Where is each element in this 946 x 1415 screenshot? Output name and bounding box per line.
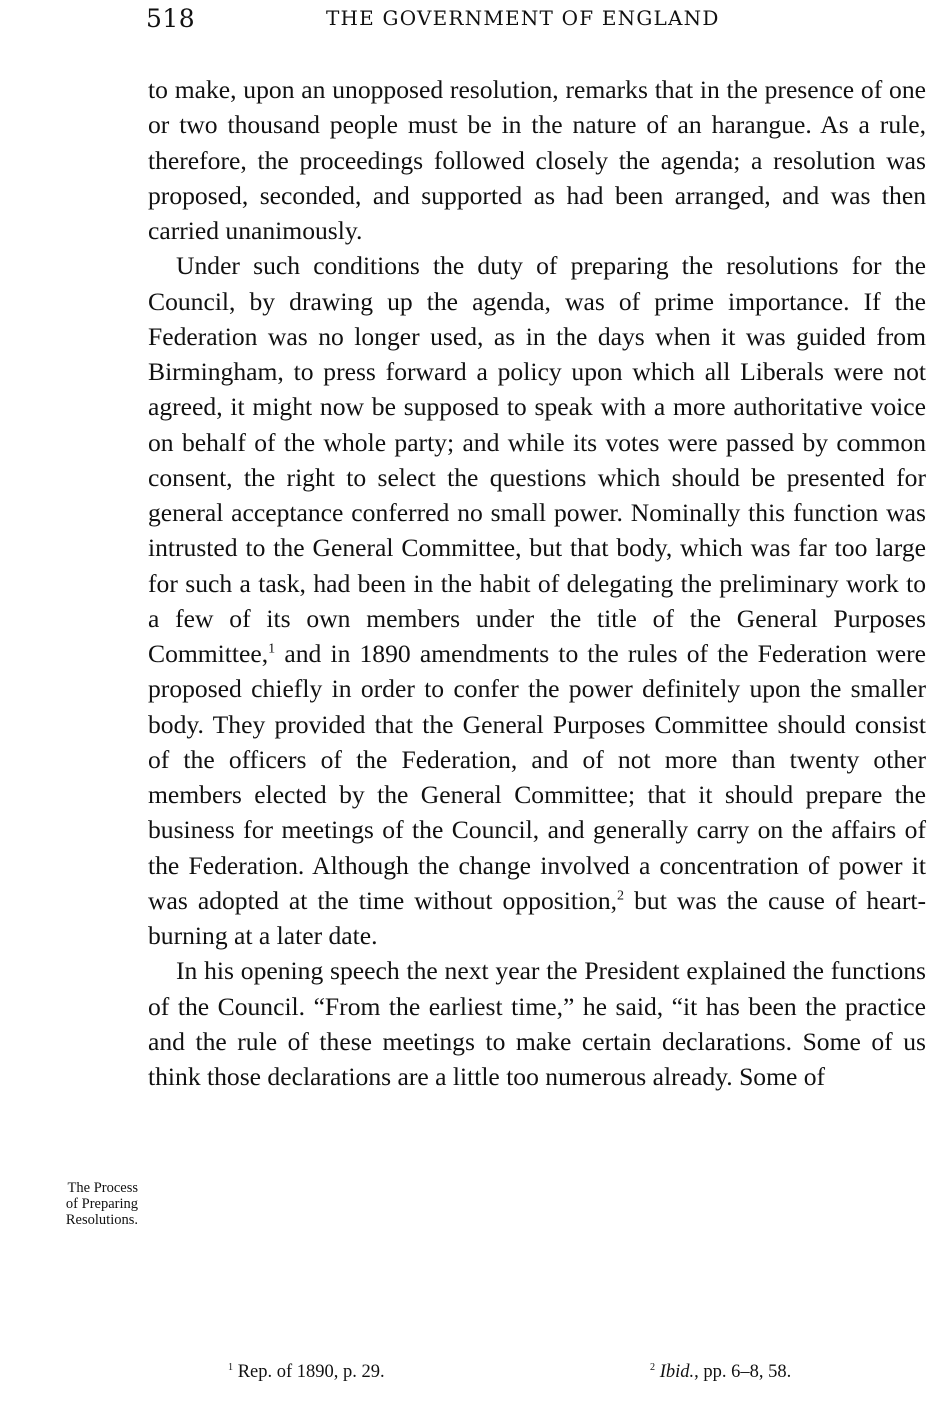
- margin-note-line: of Preparing: [65, 1196, 138, 1212]
- footnote-text: Rep. of 1890, p. 29.: [233, 1362, 385, 1382]
- margin-note-line: The Process: [67, 1180, 138, 1196]
- paragraph: In his opening speech the next year the President explained the functions of the Council. “From the earliest time,” he said, “it has been the practice and the rule of these meetings to make certain declarations. Some of us think those declarations are a little too numerous already. Some of: [148, 956, 926, 1091]
- footnote-2: [650, 1362, 791, 1383]
- page-number: 518: [146, 4, 196, 33]
- paragraph-text: Under such conditions the duty of preparing the resolutions for the Council, by drawing up the agenda, was of prime importance. If the Federation was no longer used, as in the days when it was guided from Birmingham, to press forward a policy upon which all Liberals were not agreed, it might now be supposed to speak with a more authoritative voice on behalf of the whole party; and while its votes were passed by common consent, the right to select the questions which should be presented for general acceptance conferred no small power. Nominally this function was intrusted to the General Committee, but that body, which was far too large for such a task, had been in the habit of delegating the preliminary work to a few of its own members under the title of the General Purposes Committee,: [148, 251, 926, 668]
- footnote-marker: 2: [650, 1361, 656, 1373]
- paragraph-text: but was the cause of heart-burning at a later date.: [148, 885, 926, 950]
- footnote-marker: 1: [228, 1361, 234, 1373]
- body-text: [148, 72, 926, 1094]
- paragraph: to make, upon an unopposed resolution, remarks that in the presence of one or two thousand people must be in the nature of an harangue. As a rule, therefore, the proceedings followed closely the agenda; a resolution was proposed, seconded, and supported as had been arranged, and was then carried unanimously.: [148, 75, 926, 245]
- footnote-text: , pp. 6–8, 58.: [694, 1362, 792, 1382]
- running-head: THE GOVERNMENT OF ENGLAND: [326, 6, 720, 30]
- footnote-ref: 2: [617, 887, 625, 904]
- footnotes: [148, 1362, 926, 1386]
- footnote-ref: 1: [268, 640, 276, 657]
- margin-note-line: Resolutions.: [65, 1212, 138, 1228]
- margin-note: [16, 1180, 138, 1228]
- page-header: [146, 4, 926, 38]
- paragraph-text: and in 1890 amendments to the rules of the Federation were proposed chiefly in order to confer the power definitely upon the smaller body. They provided that the General Purposes Committee should consist of the officers of the Federation, and of not more than twenty other members elected by the General Committee; that it should prepare the business for meetings of the Council, and generally carry on the affairs of the Federation. Although the change involved a concentration of power it was adopted at the time without opposition,: [148, 639, 926, 915]
- paragraph: [148, 248, 926, 953]
- footnote-ibid: Ibid.: [659, 1362, 695, 1382]
- footnote-1: [228, 1362, 385, 1383]
